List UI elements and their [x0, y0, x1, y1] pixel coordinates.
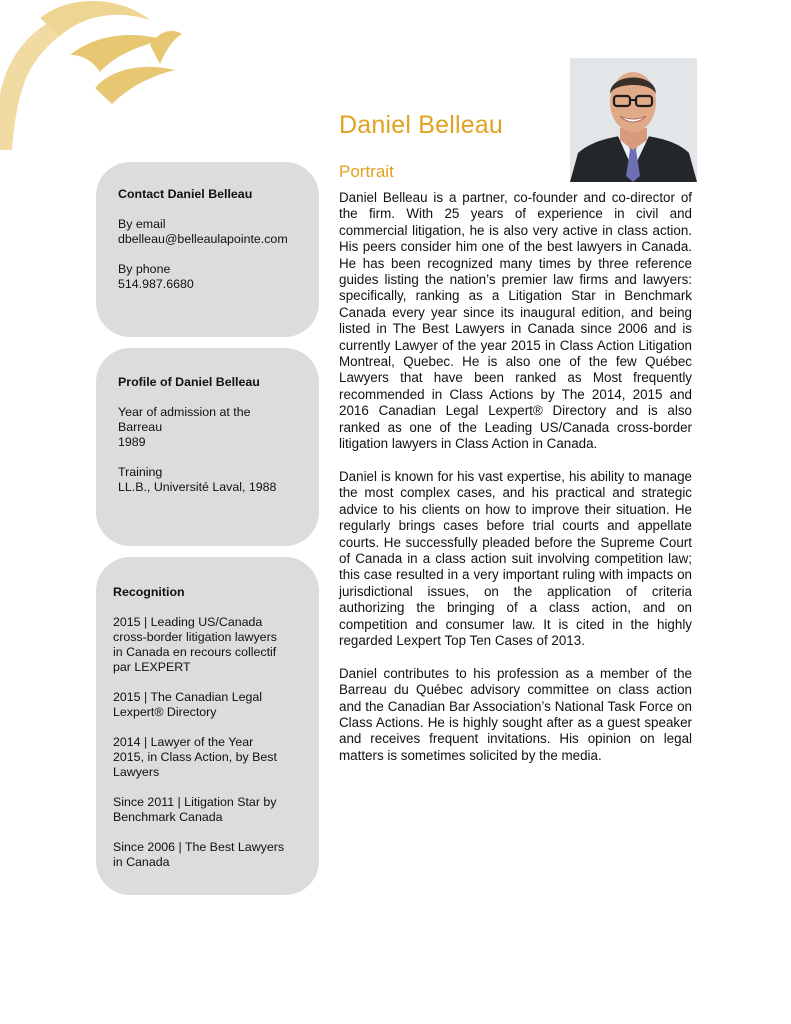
recognition-item: 2015 | Leading US/Canada cross-border litigation lawyers in Canada en recours collectif par LEXPERT — [113, 615, 277, 674]
email-label: By email — [118, 217, 166, 231]
profile-card — [96, 348, 319, 546]
bio-paragraph: Daniel is known for his vast expertise, his ability to manage the most complex cases, and his practical and strategic advice to his clients on how to improve their situation. He regularly brings cases before trial courts and appellate courts. He successfully pleaded before the Supreme Court of Canada in a class action suit involving competition law; this case resulted in a very important ruling with impacts on jurisdictional issues, on the application of criteria authorizing the bringing of a class action, and on competition and consumer law. It is cited in the highly regarded Lexpert Top Ten Cases of 2013. — [339, 468, 692, 648]
lawyer-name: Daniel Belleau — [339, 111, 504, 139]
portrait-photo-icon — [570, 58, 697, 182]
portrait-section-title: Portrait — [339, 162, 394, 181]
phone-label: By phone — [118, 262, 171, 276]
phone-link[interactable]: 514.987.6680 — [118, 277, 194, 291]
recognition-item: 2014 | Lawyer of the Year 2015, in Class Action, by Best Lawyers — [113, 735, 277, 779]
recognition-item: Since 2006 | The Best Lawyers in Canada — [113, 840, 285, 869]
training-value: LL.B., Université Laval, 1988 — [118, 480, 277, 494]
recognition-card — [96, 557, 319, 895]
admission-label: Year of admission at the Barreau — [118, 405, 251, 434]
email-link[interactable]: dbelleau@belleaulapointe.com — [118, 232, 288, 246]
recognition-item: Since 2011 | Litigation Star by Benchmark Canada — [113, 795, 277, 824]
recognition-card-title: Recognition — [113, 585, 185, 599]
bio-paragraph: Daniel contributes to his profession as a member of the Barreau du Québec advisory committee on class action and the Canadian Bar Association’s National Task Force on Class Actions. He is highly sought after as a guest speaker and receives frequent invitations. His opinion on legal matters is sometimes solicited by the media. — [339, 665, 692, 763]
recognition-item: 2015 | The Canadian Legal Lexpert® Directory — [113, 690, 263, 719]
profile-card-title: Profile of Daniel Belleau — [118, 375, 260, 389]
portrait-biography — [339, 190, 692, 781]
bio-paragraph: Daniel Belleau is a partner, co-founder and co-director of the firm. With 25 years of experience in civil and commercial litigation, he is also very active in class action. His peers consider him one of the best lawyers in Canada. He has been recognized many times by three reference guides listing the nation’s premier law firms and lawyers: specifically, ranking as a Litigation Star in Benchmark Canada every year since its inaugural edition, and being listed in The Best Lawyers in Canada since 2006 and is currently Lawyer of the year 2015 in Class Action Litigation Montreal, Quebec. He is also one of the few Québec Lawyers that have been ranked as Most frequently recommended in Class Actions by The 2014, 2015 and 2016 Canadian Legal Lexpert® Directory and is also ranked as one of the Leading US/Canada cross-border litigation lawyers in Class Action in Canada. — [339, 190, 692, 452]
training-label: Training — [118, 465, 163, 479]
contact-card-title: Contact Daniel Belleau — [118, 187, 253, 201]
contact-card — [96, 162, 319, 337]
firm-logo-icon — [0, 0, 190, 150]
admission-year: 1989 — [118, 435, 146, 449]
